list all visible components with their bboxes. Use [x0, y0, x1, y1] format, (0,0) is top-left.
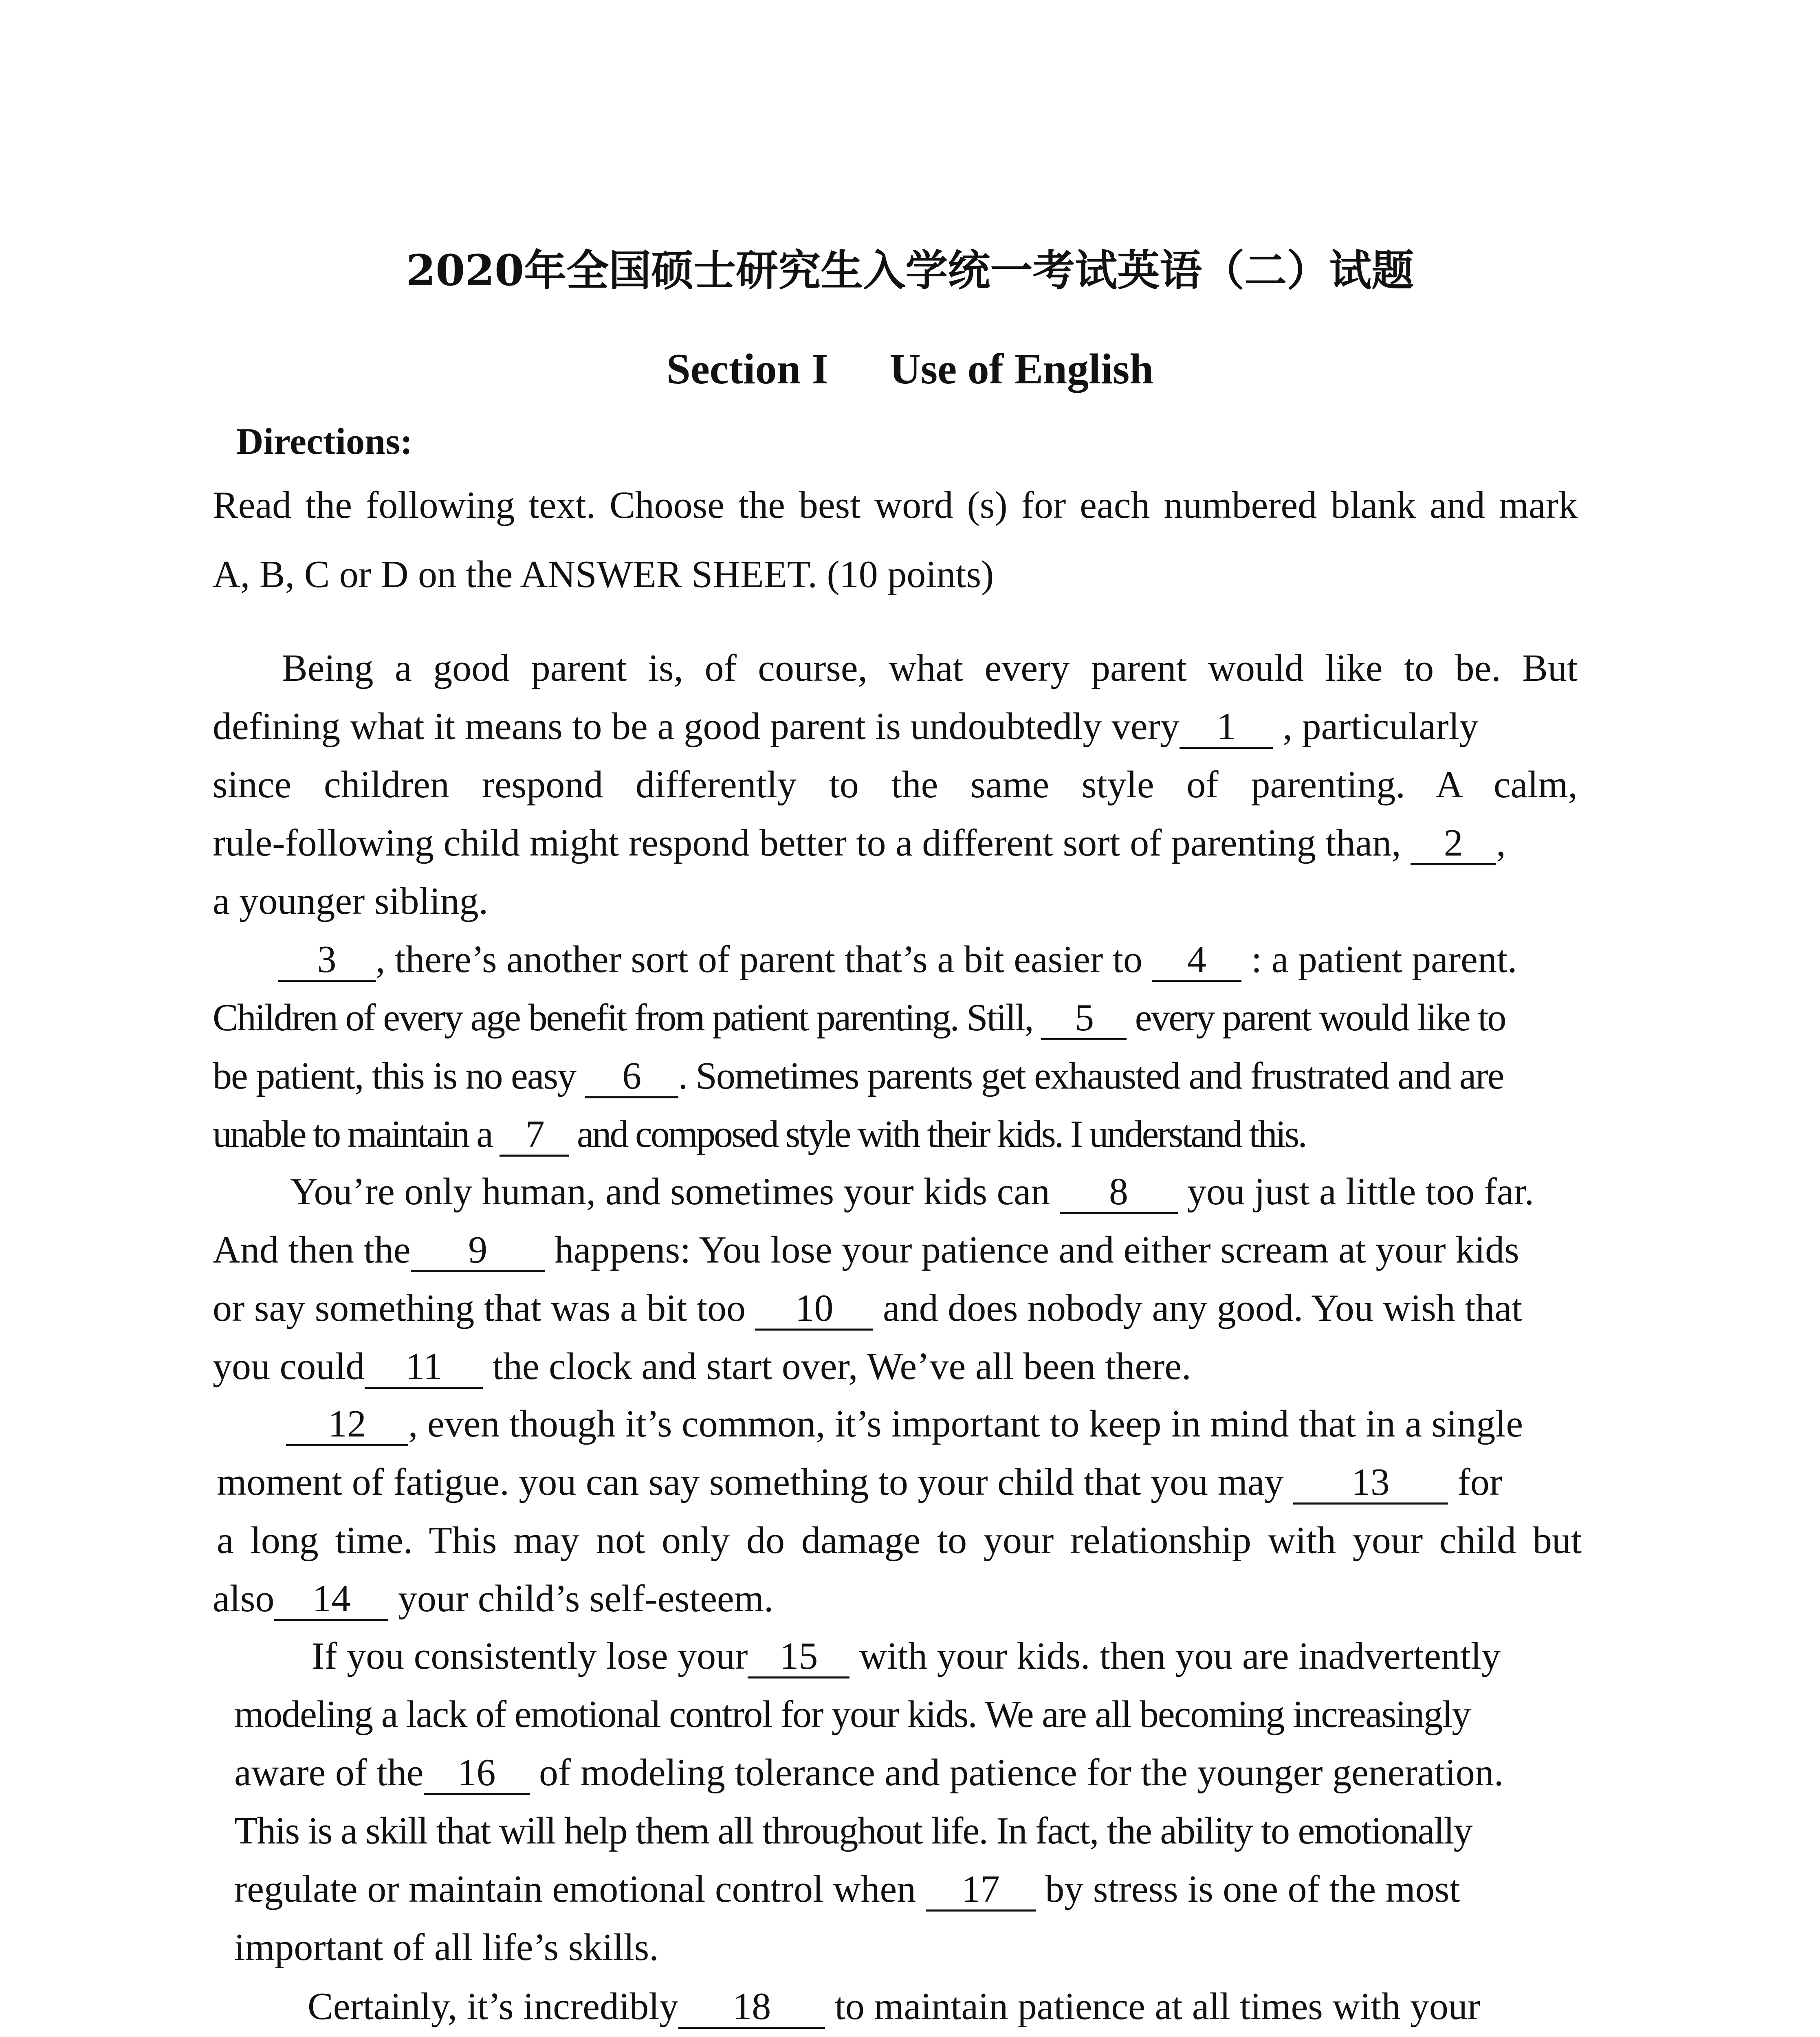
blank-5[interactable]: 5 — [1041, 997, 1127, 1040]
text-line: Children of every age benefit from patient parenting. Still, 5 every parent would like to — [213, 989, 1505, 1046]
section-heading — [0, 344, 1820, 394]
text-line: a long time. This may not only do damage to your relationship with your child but — [217, 1519, 1582, 1562]
text-line: aware of the 16 of modeling tolerance and patience for the younger generation. — [234, 1744, 1503, 1801]
text-line: Certainly, it’s incredibly 18 to maintain patience at all times with your — [308, 1978, 1480, 2035]
text-line: If you consistently lose your 15 with your kids. then you are inadvertently — [312, 1628, 1501, 1685]
blank-3[interactable]: 3 — [278, 939, 376, 982]
text-line: 3 , there’s another sort of parent that’s a bit easier to 4 : a patient parent. — [278, 931, 1517, 988]
blank-1[interactable]: 1 — [1180, 706, 1273, 749]
text-line: you could 11 the clock and start over, We’ve all been there. — [213, 1338, 1191, 1395]
text-line: important of all life’s skills. — [234, 1926, 659, 1969]
directions-line: Read the following text. Choose the best word (s) for each numbered blank and mark — [213, 484, 1578, 526]
blank-16[interactable]: 16 — [424, 1752, 530, 1795]
blank-12[interactable]: 12 — [286, 1403, 408, 1446]
blank-13[interactable]: 13 — [1293, 1462, 1448, 1505]
blank-17[interactable]: 17 — [926, 1869, 1036, 1912]
text-line: And then the 9 happens: You lose your patience and either scream at your kids — [213, 1221, 1519, 1278]
blank-15[interactable]: 15 — [748, 1636, 849, 1678]
text-line: since children respond differently to the same style of parenting. A calm, — [213, 763, 1578, 806]
text-line: unable to maintain a 7 and composed style with their kids. I understand this. — [213, 1106, 1306, 1163]
blank-7[interactable]: 7 — [500, 1114, 569, 1157]
text-line: also 14 your child’s self-esteem. — [213, 1570, 773, 1627]
directions-heading: Directions: — [236, 420, 413, 462]
text-line: defining what it means to be a good parent is undoubtedly very 1 , particularly — [213, 698, 1578, 755]
blank-9[interactable]: 9 — [411, 1230, 545, 1272]
section-label: Section I — [666, 345, 829, 393]
text-line: modeling a lack of emotional control for your kids. We are all becoming increasingly — [234, 1693, 1470, 1736]
text-line: You’re only human, and sometimes your kids can 8 you just a little too far. — [290, 1163, 1534, 1220]
text-line: moment of fatigue. you can say something to your child that you may 13 for — [217, 1454, 1502, 1511]
blank-18[interactable]: 18 — [678, 1986, 825, 2029]
directions-line: A, B, C or D on the ANSWER SHEET. (10 points) — [213, 553, 994, 596]
blank-4[interactable]: 4 — [1152, 939, 1241, 982]
blank-8[interactable]: 8 — [1060, 1171, 1178, 1214]
text-line: regulate or maintain emotional control when 17 by stress is one of the most — [234, 1861, 1460, 1918]
blank-10[interactable]: 10 — [755, 1288, 873, 1331]
text-line: 12 , even though it’s common, it’s important to keep in mind that in a single — [286, 1395, 1523, 1452]
exam-title: 2020年全国硕士研究生入学统一考试英语（二）试题 — [406, 245, 1414, 295]
text-line: a younger sibling. — [213, 880, 489, 922]
text-line: rule-following child might respond better to a different sort of parenting than, 2 , — [213, 814, 1578, 871]
text-line: or say something that was a bit too 10 and does nobody any good. You wish that — [213, 1280, 1522, 1337]
text-line: This is a skill that will help them all throughout life. In fact, the ability to emotionally — [234, 1810, 1472, 1852]
text-line: Being a good parent is, of course, what every parent would like to be. But — [282, 647, 1578, 689]
blank-6[interactable]: 6 — [585, 1056, 678, 1098]
section-name: Use of English — [889, 345, 1154, 393]
blank-14[interactable]: 14 — [274, 1578, 388, 1621]
blank-2[interactable]: 2 — [1411, 823, 1496, 865]
blank-11[interactable]: 11 — [365, 1346, 483, 1389]
text-line: be patient, this is no easy 6 . Sometimes parents get exhausted and frustrated and are — [213, 1047, 1503, 1104]
